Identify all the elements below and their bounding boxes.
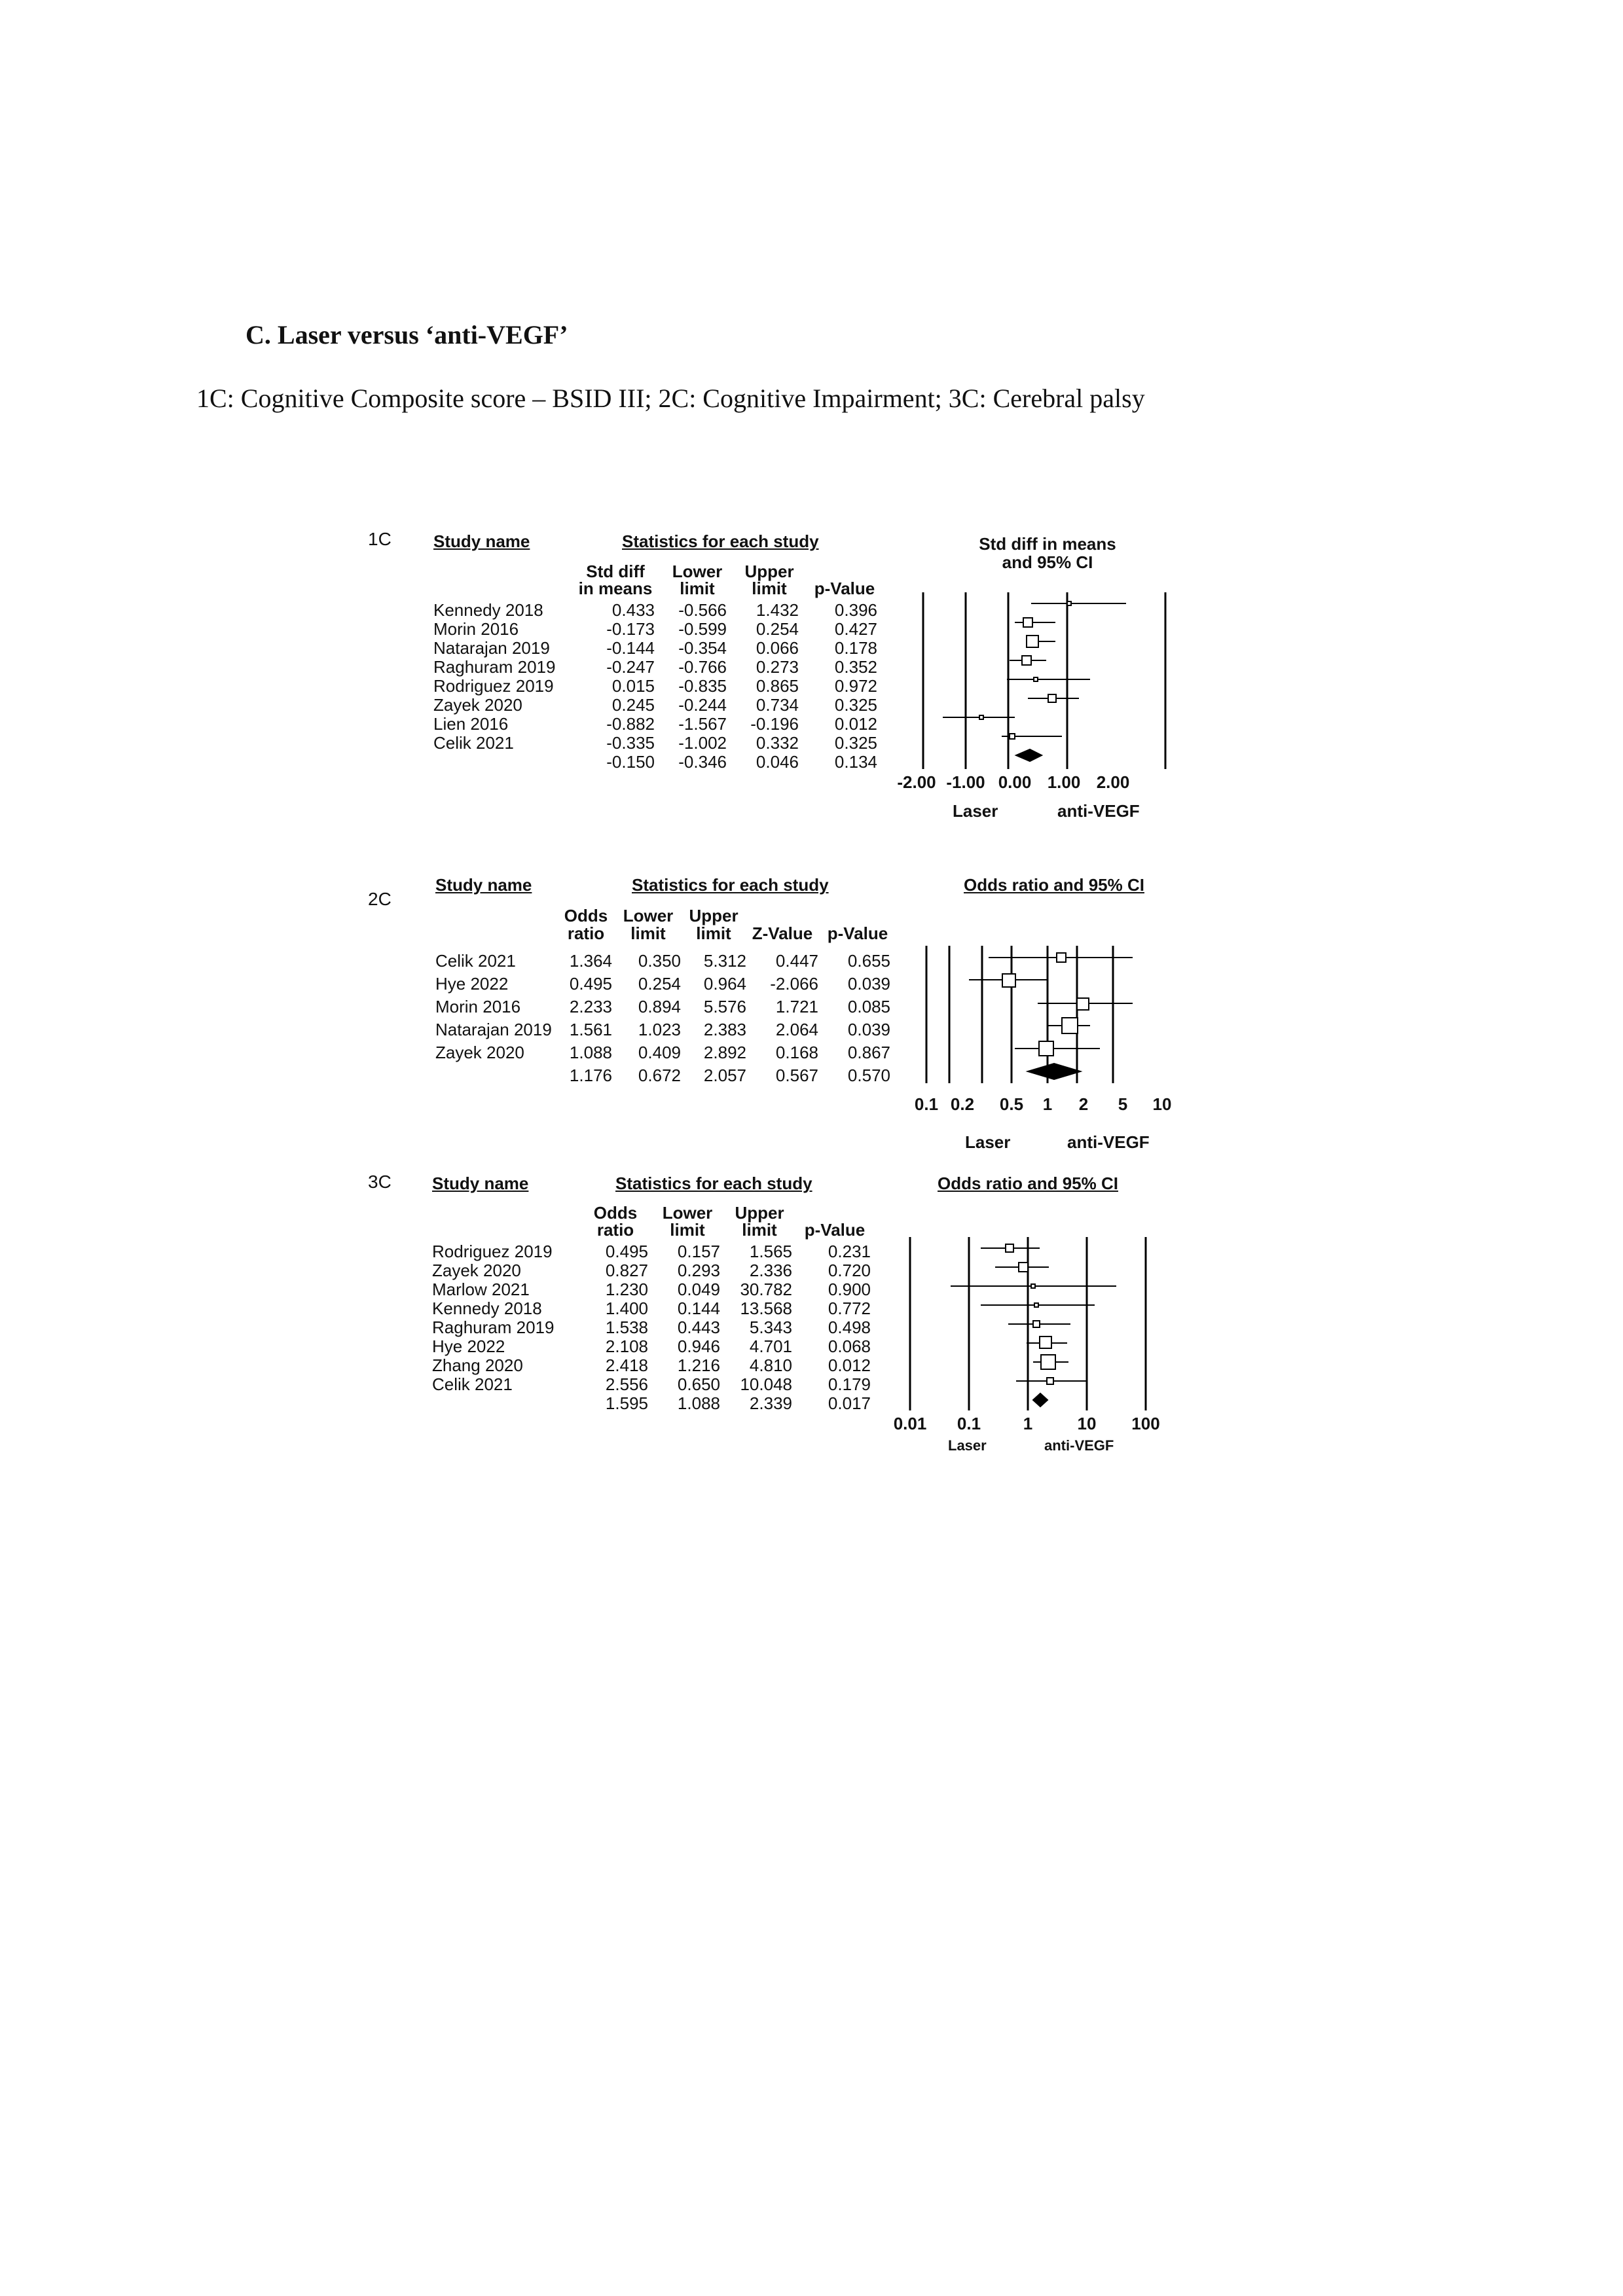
table-cell: 1.721 — [775, 997, 818, 1016]
study-name: Natarajan 2019 — [435, 1020, 552, 1039]
table-cell: 0.066 — [756, 638, 799, 658]
study-name: Celik 2021 — [435, 951, 516, 971]
study-name: Raghuram 2019 — [432, 1318, 555, 1337]
table-cell: 0.254 — [756, 619, 799, 639]
table-cell: 0.332 — [756, 733, 799, 753]
table-cell: 13.568 — [740, 1299, 792, 1318]
panel-label: 3C — [368, 1172, 392, 1192]
table-cell: 4.701 — [749, 1336, 792, 1356]
column-header: p-Value — [814, 579, 875, 598]
study-name: Rodriguez 2019 — [433, 676, 554, 696]
table-cell: 0.720 — [828, 1261, 871, 1280]
axis-tick: 0.1 — [957, 1414, 981, 1433]
table-cell: 0.039 — [847, 974, 890, 994]
table-cell: 0.964 — [703, 974, 746, 994]
table-cell: 5.576 — [703, 997, 746, 1016]
table-cell: 2.233 — [569, 997, 612, 1016]
table-cell: -0.882 — [606, 714, 655, 734]
table-cell: 0.655 — [847, 951, 890, 971]
table-cell: 0.157 — [677, 1242, 720, 1261]
axis-tick: 0.01 — [893, 1414, 927, 1433]
table-cell: -0.599 — [678, 619, 727, 639]
figure-caption: 1C: Cognitive Composite score – BSID III; 2C: Cognitive Impairment; 3C: Cerebral palsy — [196, 384, 1145, 413]
table-cell: 2.418 — [605, 1355, 648, 1375]
table-cell: 1.364 — [569, 951, 612, 971]
axis-tick: 2 — [1078, 1094, 1089, 1114]
study-name: Hye 2022 — [432, 1336, 505, 1356]
table-cell: 0.012 — [828, 1355, 871, 1375]
axis-tick: 10 — [1077, 1414, 1097, 1433]
table-cell: -0.247 — [606, 657, 655, 677]
summary-cell: 1.176 — [569, 1066, 612, 1085]
favours-left-label: Laser — [948, 1437, 987, 1454]
summary-cell: 0.567 — [775, 1066, 818, 1085]
column-header: limit — [696, 924, 731, 943]
study-name: Morin 2016 — [435, 997, 521, 1016]
table-cell: -0.196 — [750, 714, 799, 734]
stats-header: Statistics for each study — [622, 531, 819, 551]
table-cell: 0.352 — [834, 657, 877, 677]
table-cell: -0.335 — [606, 733, 655, 753]
column-header: in means — [578, 579, 653, 598]
table-cell: 0.433 — [611, 600, 655, 620]
table-cell: 0.865 — [756, 676, 799, 696]
stats-header: Statistics for each study — [615, 1174, 812, 1193]
study-name: Morin 2016 — [433, 619, 519, 639]
table-cell: -0.354 — [678, 638, 727, 658]
summary-cell: 2.339 — [749, 1393, 792, 1413]
column-header: Lower — [672, 562, 723, 581]
column-header: Upper — [744, 562, 794, 581]
favours-right-label: anti-VEGF — [1057, 801, 1140, 821]
table-cell: 2.892 — [703, 1043, 746, 1062]
summary-cell: 0.134 — [834, 752, 877, 772]
column-header: p-Value — [827, 924, 888, 943]
table-cell: 0.245 — [611, 695, 655, 715]
column-header: limit — [630, 924, 666, 943]
study-name: Kennedy 2018 — [433, 600, 543, 620]
panel-label: 2C — [368, 889, 392, 909]
table-cell: -1.567 — [678, 714, 727, 734]
column-header: limit — [752, 579, 787, 598]
favours-right-label: anti-VEGF — [1044, 1437, 1114, 1454]
study-name: Rodriguez 2019 — [432, 1242, 553, 1261]
axis-tick: -2.00 — [897, 772, 936, 792]
study-name: Lien 2016 — [433, 714, 509, 734]
study-name: Raghuram 2019 — [433, 657, 556, 677]
table-cell: 1.565 — [749, 1242, 792, 1261]
table-cell: 5.312 — [703, 951, 746, 971]
table-cell: 0.447 — [775, 951, 818, 971]
table-cell: 1.432 — [756, 600, 799, 620]
favours-left-label: Laser — [965, 1132, 1011, 1152]
table-cell: 0.734 — [756, 695, 799, 715]
table-cell: 0.946 — [677, 1336, 720, 1356]
column-header: limit — [742, 1220, 777, 1240]
study-name: Kennedy 2018 — [432, 1299, 542, 1318]
table-cell: 1.538 — [605, 1318, 648, 1337]
table-cell: 0.867 — [847, 1043, 890, 1062]
column-header: Odds — [564, 906, 608, 925]
table-cell: 0.068 — [828, 1336, 871, 1356]
favours-right-label: anti-VEGF — [1067, 1132, 1150, 1152]
summary-cell: 0.672 — [638, 1066, 681, 1085]
study-name: Natarajan 2019 — [433, 638, 550, 658]
column-header: Z-Value — [752, 924, 813, 943]
table-cell: 0.900 — [828, 1280, 871, 1299]
summary-cell: 0.570 — [847, 1066, 890, 1085]
study-name: Zhang 2020 — [432, 1355, 523, 1375]
table-cell: 4.810 — [749, 1355, 792, 1375]
table-cell: 0.012 — [834, 714, 877, 734]
column-header: Upper — [735, 1203, 784, 1223]
study-name-header: Study name — [432, 1174, 529, 1193]
column-header: ratio — [567, 924, 605, 943]
axis-tick: 1 — [1042, 1094, 1053, 1114]
axis-tick: 0.2 — [950, 1094, 975, 1114]
table-cell: 0.231 — [828, 1242, 871, 1261]
forest-plot-3c-graph — [903, 1237, 1165, 1420]
plot-title: and 95% CI — [1002, 552, 1093, 572]
table-cell: 0.273 — [756, 657, 799, 677]
forest-plot-2c-graph — [917, 946, 1178, 1093]
table-cell: -0.566 — [678, 600, 727, 620]
table-cell: 2.556 — [605, 1374, 648, 1394]
table-cell: 0.178 — [834, 638, 877, 658]
table-cell: 0.495 — [569, 974, 612, 994]
table-cell: 0.293 — [677, 1261, 720, 1280]
table-cell: 2.383 — [703, 1020, 746, 1039]
table-cell: -0.766 — [678, 657, 727, 677]
table-cell: -0.144 — [606, 638, 655, 658]
table-cell: 0.168 — [775, 1043, 818, 1062]
column-header: Lower — [623, 906, 674, 925]
table-cell: 0.498 — [828, 1318, 871, 1337]
forest-plot-1c-graph — [910, 592, 1185, 782]
table-cell: 1.561 — [569, 1020, 612, 1039]
section-heading: C. Laser versus ‘anti-VEGF’ — [246, 320, 568, 350]
table-cell: 1.216 — [677, 1355, 720, 1375]
table-cell: -0.173 — [606, 619, 655, 639]
table-cell: 0.650 — [677, 1374, 720, 1394]
table-cell: 30.782 — [740, 1280, 792, 1299]
table-cell: -1.002 — [678, 733, 727, 753]
table-cell: 2.108 — [605, 1336, 648, 1356]
table-cell: 0.443 — [677, 1318, 720, 1337]
table-cell: 0.495 — [605, 1242, 648, 1261]
table-cell: 0.049 — [677, 1280, 720, 1299]
axis-tick: 10 — [1152, 1094, 1172, 1114]
table-cell: 1.400 — [605, 1299, 648, 1318]
axis-tick: -1.00 — [946, 772, 985, 792]
table-cell: 1.023 — [638, 1020, 681, 1039]
column-header: Odds — [593, 1203, 638, 1223]
table-cell: 0.894 — [638, 997, 681, 1016]
table-cell: 1.230 — [605, 1280, 648, 1299]
plot-title: Odds ratio and 95% CI — [938, 1174, 1118, 1193]
table-cell: 10.048 — [740, 1374, 792, 1394]
table-cell: 5.343 — [749, 1318, 792, 1337]
study-name: Zayek 2020 — [432, 1261, 521, 1280]
axis-tick: 5 — [1118, 1094, 1128, 1114]
table-cell: 0.325 — [834, 733, 877, 753]
summary-cell: -0.346 — [678, 752, 727, 772]
plot-title: Odds ratio and 95% CI — [964, 875, 1144, 895]
table-cell: -2.066 — [770, 974, 818, 994]
table-cell: 0.325 — [834, 695, 877, 715]
table-cell: 0.179 — [828, 1374, 871, 1394]
table-cell: 0.409 — [638, 1043, 681, 1062]
table-cell: 0.427 — [834, 619, 877, 639]
table-cell: 0.039 — [847, 1020, 890, 1039]
summary-cell: 1.088 — [677, 1393, 720, 1413]
panel-label: 1C — [368, 529, 392, 549]
table-cell: 0.972 — [834, 676, 877, 696]
column-header: limit — [670, 1220, 705, 1240]
plot-title: Std diff in means — [979, 534, 1116, 554]
table-cell: 2.336 — [749, 1261, 792, 1280]
study-name: Hye 2022 — [435, 974, 509, 994]
column-header: Upper — [689, 906, 739, 925]
column-header: limit — [680, 579, 715, 598]
table-cell: 0.144 — [677, 1299, 720, 1318]
summary-cell: 2.057 — [703, 1066, 746, 1085]
table-cell: 0.254 — [638, 974, 681, 994]
stats-header: Statistics for each study — [632, 875, 829, 895]
table-cell: 0.827 — [605, 1261, 648, 1280]
column-header: Std diff — [586, 562, 645, 581]
axis-tick: 1 — [1023, 1414, 1033, 1433]
study-name: Marlow 2021 — [432, 1280, 530, 1299]
summary-cell: 1.595 — [605, 1393, 648, 1413]
table-cell: 0.350 — [638, 951, 681, 971]
table-cell: 0.772 — [828, 1299, 871, 1318]
axis-tick: 0.00 — [998, 772, 1032, 792]
favours-left-label: Laser — [953, 801, 998, 821]
table-cell: 0.085 — [847, 997, 890, 1016]
column-header: Lower — [662, 1203, 713, 1223]
summary-cell: 0.017 — [828, 1393, 871, 1413]
table-cell: 1.088 — [569, 1043, 612, 1062]
table-cell: -0.244 — [678, 695, 727, 715]
axis-tick: 1.00 — [1047, 772, 1081, 792]
column-header: p-Value — [804, 1220, 866, 1240]
axis-tick: 2.00 — [1096, 772, 1130, 792]
study-name: Celik 2021 — [432, 1374, 513, 1394]
table-cell: 0.396 — [834, 600, 877, 620]
study-name: Zayek 2020 — [433, 695, 522, 715]
study-name: Celik 2021 — [433, 733, 514, 753]
study-name: Zayek 2020 — [435, 1043, 524, 1062]
summary-cell: -0.150 — [606, 752, 655, 772]
axis-tick: 100 — [1131, 1414, 1160, 1433]
column-header: ratio — [596, 1220, 634, 1240]
study-name-header: Study name — [433, 531, 530, 551]
axis-tick: 0.5 — [999, 1094, 1024, 1114]
study-name-header: Study name — [435, 875, 532, 895]
table-cell: -0.835 — [678, 676, 727, 696]
table-cell: 2.064 — [775, 1020, 818, 1039]
table-cell: 0.015 — [611, 676, 655, 696]
axis-tick: 0.1 — [914, 1094, 939, 1114]
summary-cell: 0.046 — [756, 752, 799, 772]
